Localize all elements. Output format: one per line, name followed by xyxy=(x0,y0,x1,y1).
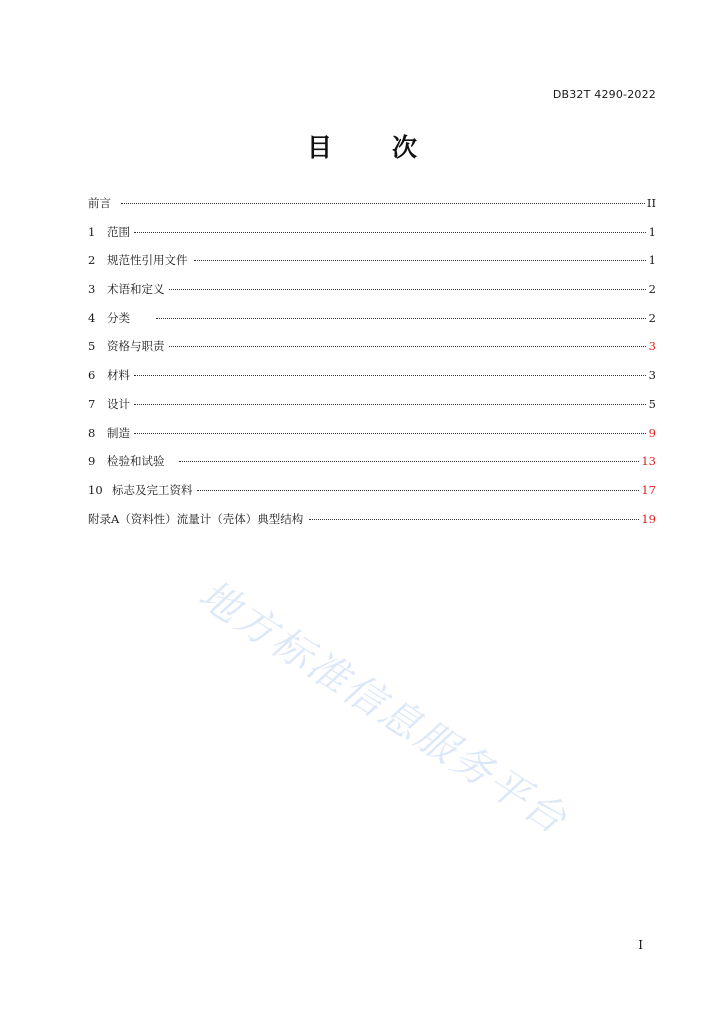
toc-dot-leader xyxy=(134,232,646,233)
toc-entry-label: 设计 xyxy=(107,396,130,411)
toc-page-number: 3 xyxy=(648,339,656,354)
toc-page-number: 2 xyxy=(648,310,656,325)
toc-entry[interactable] xyxy=(88,279,656,308)
toc-entry-label: 范围 xyxy=(107,224,130,239)
toc-entry[interactable] xyxy=(88,308,656,337)
toc-entry[interactable] xyxy=(88,480,656,509)
toc-entry[interactable] xyxy=(88,451,656,480)
toc-dot-leader xyxy=(179,461,640,462)
table-of-contents xyxy=(88,193,656,537)
toc-entry-number: 10 xyxy=(88,482,103,497)
toc-entry-label: 术语和定义 xyxy=(107,282,165,297)
toc-page-number: 19 xyxy=(641,511,656,526)
toc-entry[interactable] xyxy=(88,394,656,423)
toc-entry-number: 3 xyxy=(88,282,96,297)
toc-entry-number: 7 xyxy=(88,396,96,411)
toc-dot-leader xyxy=(121,203,645,204)
toc-entry-label: 规范性引用文件 xyxy=(107,253,188,268)
toc-page-number: II xyxy=(646,196,656,210)
toc-entry[interactable] xyxy=(88,193,656,222)
document-code: DB32T 4290-2022 xyxy=(552,88,656,101)
toc-entry-label: 前言 xyxy=(88,196,111,210)
toc-entry[interactable] xyxy=(88,509,656,538)
toc-entry[interactable] xyxy=(88,222,656,251)
toc-entry[interactable] xyxy=(88,250,656,279)
toc-page-number: 2 xyxy=(648,282,656,297)
toc-entry[interactable] xyxy=(88,336,656,365)
toc-entry-label: 标志及完工资料 xyxy=(112,482,193,497)
toc-page-number: 13 xyxy=(641,454,656,469)
page-number: I xyxy=(638,938,643,952)
toc-entry-number: 1 xyxy=(88,224,96,239)
toc-entry[interactable] xyxy=(88,365,656,394)
toc-entry-number: 8 xyxy=(88,425,96,440)
toc-page-number: 1 xyxy=(648,253,656,268)
toc-entry[interactable] xyxy=(88,423,656,452)
toc-page-number: 9 xyxy=(648,425,656,440)
toc-page-number: 1 xyxy=(648,224,656,239)
toc-page-number: 5 xyxy=(648,396,656,411)
toc-dot-leader xyxy=(169,289,647,290)
watermark: 地方标准信息服务平台 xyxy=(190,571,576,845)
toc-entry-label: 材料 xyxy=(107,368,130,383)
toc-dot-leader xyxy=(194,260,647,261)
toc-entry-label: 资格与职责 xyxy=(107,339,165,354)
toc-entry-number: 9 xyxy=(88,454,96,469)
toc-entry-number: 2 xyxy=(88,253,96,268)
toc-dot-leader xyxy=(169,346,647,347)
toc-dot-leader xyxy=(134,404,646,405)
toc-entry-label: 附录A（资料性）流量计（壳体）典型结构 xyxy=(88,511,304,526)
toc-dot-leader xyxy=(197,490,640,491)
toc-entry-label: 检验和试验 xyxy=(107,454,165,469)
toc-dot-leader xyxy=(134,375,646,376)
toc-page-number: 17 xyxy=(641,482,656,497)
toc-dot-leader xyxy=(156,318,646,319)
toc-dot-leader xyxy=(309,519,639,520)
toc-entry-number: 4 xyxy=(88,310,96,325)
toc-dot-leader xyxy=(134,433,646,434)
toc-page-number: 3 xyxy=(648,368,656,383)
toc-entry-label: 分类 xyxy=(107,310,130,325)
toc-entry-label: 制造 xyxy=(107,425,130,440)
toc-entry-number: 5 xyxy=(88,339,96,354)
page-title: 目次 xyxy=(306,133,477,162)
toc-entry-number: 6 xyxy=(88,368,96,383)
